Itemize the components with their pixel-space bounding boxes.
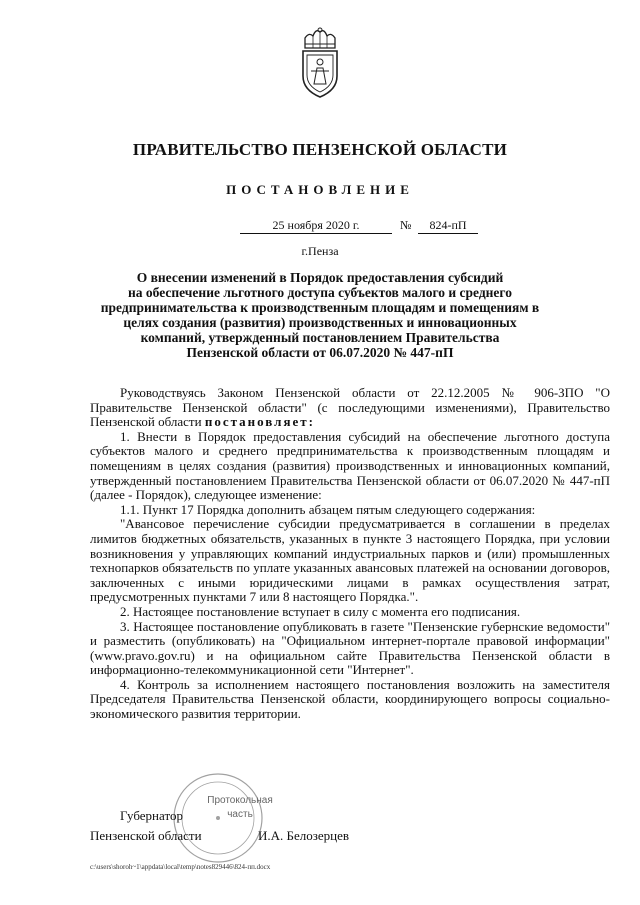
organization-name: ПРАВИТЕЛЬСТВО ПЕНЗЕНСКОЙ ОБЛАСТИ xyxy=(132,140,508,159)
body-paragraph-preamble xyxy=(90,386,610,430)
stamp-line-1: Протокольная xyxy=(207,795,273,806)
body-paragraph-quote: "Авансовое перечисление субсидии предусматривается в соглашении в пределах лимитов бюджетных обязательств, указанных в пункте 3 настоящего Порядка, при условии возникновения у управляющих компаний индустриальных парков и (или) промышленных технопарков обязательств по уплате указанных авансовых платежей на основании договоров, заключенных с иными юридическими лицами в рамках осуществления затрат, предусмотренных пунктами 7 или 8 настоящего Порядка.". xyxy=(90,516,610,605)
body-paragraph-2: 2. Настоящее постановление вступает в силу с момента его подписания. xyxy=(120,603,521,619)
stamp-label xyxy=(200,794,280,832)
title-line: целях создания (развития) производственных и инновационных xyxy=(123,315,517,330)
number-sign: № xyxy=(400,218,412,232)
title-line: Пензенской области от 06.07.2020 № 447-пП xyxy=(186,345,454,360)
coat-of-arms-icon xyxy=(297,26,343,100)
preamble-text: Руководствуясь Законом Пензенской области от 22.12.2005 № 906-ЗПО "О Правительстве Пензенской области" (с последующими изменениями), Правительство Пензенской области xyxy=(90,385,610,430)
document-body xyxy=(90,386,610,722)
stamp-line-2: часть xyxy=(227,809,253,820)
title-line: компаний, утвержденный постановлением Правительства xyxy=(140,330,500,345)
date-number-line xyxy=(0,217,640,235)
body-paragraph-4: 4. Контроль за исполнением настоящего постановления возложить на заместителя Председателя Правительства Пензенской области, координирующего вопросы социально-экономического развития территории. xyxy=(90,676,610,722)
title-line: предпринимательства к производственным площадям и помещениям в xyxy=(100,300,540,315)
body-paragraph-1: 1. Внести в Порядок предоставления субсидий на обеспечение льготного доступа субъектов малого и среднего предпринимательства к производственным площадям и помещениям в целях создания (развития) производственных и инновационных компаний, утвержденный постановлением Правительства Пензенской области от 06.07.2020 № 447-пП (далее - Порядок), следующее изменение: xyxy=(90,428,610,503)
document-title xyxy=(90,270,550,360)
resolves-word: постановляет: xyxy=(204,414,315,430)
document-number: 824-пП xyxy=(418,217,478,234)
document-type: ПОСТАНОВЛЕНИЕ xyxy=(226,182,414,197)
signatory-region: Пензенской области xyxy=(90,828,202,843)
document-date: 25 ноября 2020 г. xyxy=(240,217,392,234)
signatory-name: И.А. Белозерцев xyxy=(258,828,350,843)
file-path-footer: c:\users\shoroh~1\appdata\local\temp\notes829446\824-пп.docx xyxy=(90,863,271,871)
title-line: О внесении изменений в Порядок предоставления субсидий xyxy=(136,270,504,285)
body-paragraph-1-1: 1.1. Пункт 17 Порядка дополнить абзацем пятым следующего содержания: xyxy=(120,501,536,517)
signatory-title: Губернатор xyxy=(120,808,183,823)
title-line: на обеспечение льготного доступа субъектов малого и среднего xyxy=(128,285,512,300)
document-city: г.Пенза xyxy=(301,244,339,258)
body-paragraph-3: 3. Настоящее постановление опубликовать в газете "Пензенские губернские ведомости" и разместить (опубликовать) на "Официальном интернет-портале правовой информации" (www.pravo.gov.ru) и на официальном сайте Правительства Пензенской области в информационно-телекоммуникационной сети "Интернет". xyxy=(90,618,610,678)
